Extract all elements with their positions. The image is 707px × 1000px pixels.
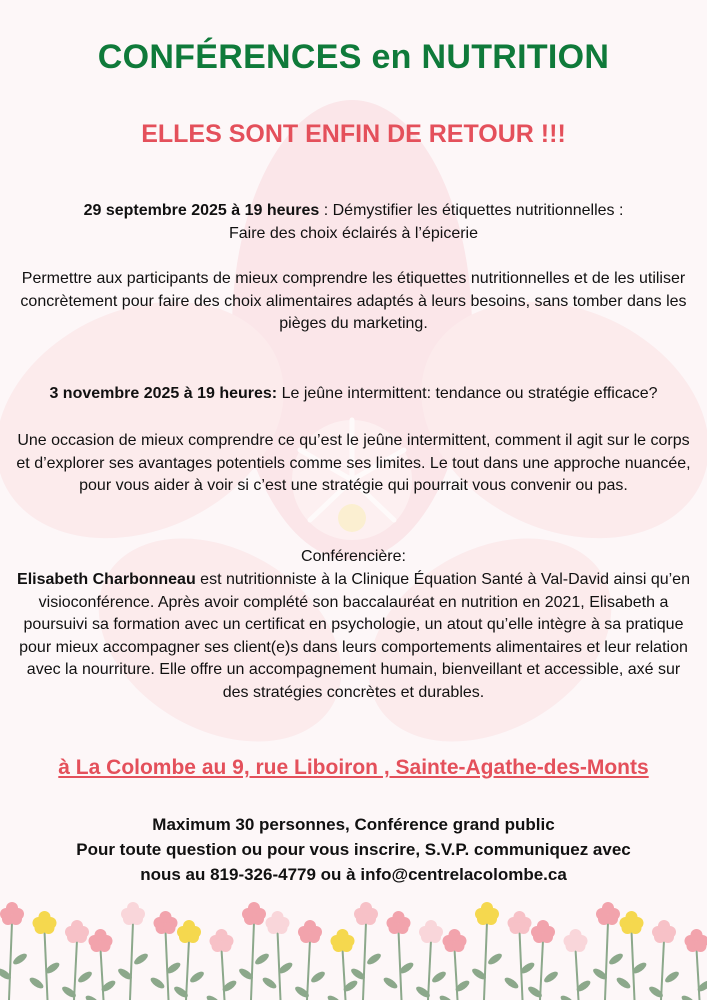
conference2-heading <box>14 383 693 406</box>
flower-icon <box>680 929 707 1000</box>
conference2-topic: Le jeûne intermittent: tendance ou stratégie efficace? <box>277 385 658 402</box>
flower-icon <box>414 920 447 1000</box>
flower-icon <box>205 929 238 1000</box>
speaker-name: Elisabeth Charbonneau <box>17 571 196 588</box>
phone-email-line: nous au 819-326-4779 ou à info@centrelacolombe.ca <box>140 865 567 884</box>
flower-icon <box>172 920 205 1000</box>
speaker-label: Conférencière: <box>301 548 406 565</box>
registration-info <box>10 812 697 887</box>
flower-icon <box>60 920 93 1000</box>
conference2-description: Une occasion de mieux comprendre ce qu’est le jeûne intermittent, comment il agit sur le corps et d’explorer ses avantages potentiels comme ses limites. Le tout dans une approche nuancée, pour vous aider à voir si c’est une stratégie qui pourrait vous convenir ou pas. <box>16 432 691 494</box>
flower-icon <box>28 911 61 1000</box>
flower-icon <box>237 902 270 1000</box>
flower-icon <box>326 929 359 1000</box>
flower-icon <box>382 911 415 1000</box>
flower-icon <box>438 929 471 1000</box>
flower-icon <box>0 902 29 1000</box>
conference1-heading <box>14 200 693 245</box>
flower-icon <box>526 920 559 1000</box>
speaker-bio: est nutritionniste à la Clinique Équation Santé à Val-David ainsi qu’en visioconférence. Après avoir complété son baccalauréat en nutrition en 2021, Elisabeth a poursuivi sa formation avec un certificat en psychologie, un atout qu’elle intègre à sa pratique pour mieux accompagner ses client(e)s dans leurs comportements alimentaires et leur relation avec la nourriture. Elle offre un accompagnement humain, bienveillant et accessible, axé sur des stratégies concrètes et durables. <box>19 571 690 701</box>
page-title: CONFÉRENCES en NUTRITION <box>97 38 610 76</box>
speaker-bio-block <box>14 569 693 704</box>
conference1-date: 29 septembre 2025 à 19 heures <box>83 202 320 219</box>
flower-icon <box>591 902 624 1000</box>
flower-icon <box>84 929 117 1000</box>
flower-icon <box>293 920 326 1000</box>
flower-icon <box>116 902 149 1000</box>
flower-icon <box>647 920 680 1000</box>
flower-icon <box>470 902 503 1000</box>
conference2-date: 3 novembre 2025 à 19 heures: <box>49 385 278 402</box>
capacity-line: Maximum 30 personnes, Conférence grand public <box>152 815 555 834</box>
conference1-topic-line2: Faire des choix éclairés à l’épicerie <box>229 224 478 242</box>
flower-icon <box>559 929 592 1000</box>
contact-line: Pour toute question ou pour vous inscrire, S.V.P. communiquez avec <box>76 840 631 859</box>
flower-border-illustration <box>0 900 707 1000</box>
conference1-description: Permettre aux participants de mieux comprendre les étiquettes nutritionnelles et de les utiliser concrètement pour faire des choix alimentaires adaptés à leurs besoins, sans tomber dans les pièges du marketing. <box>20 270 687 332</box>
event-location: à La Colombe au 9, rue Liboiron , Sainte-Agathe-des-Monts <box>58 756 649 779</box>
conference1-topic-line1: : Démystifier les étiquettes nutritionnelles : <box>319 202 624 219</box>
subtitle-announcement: ELLES SONT ENFIN DE RETOUR !!! <box>141 120 566 148</box>
